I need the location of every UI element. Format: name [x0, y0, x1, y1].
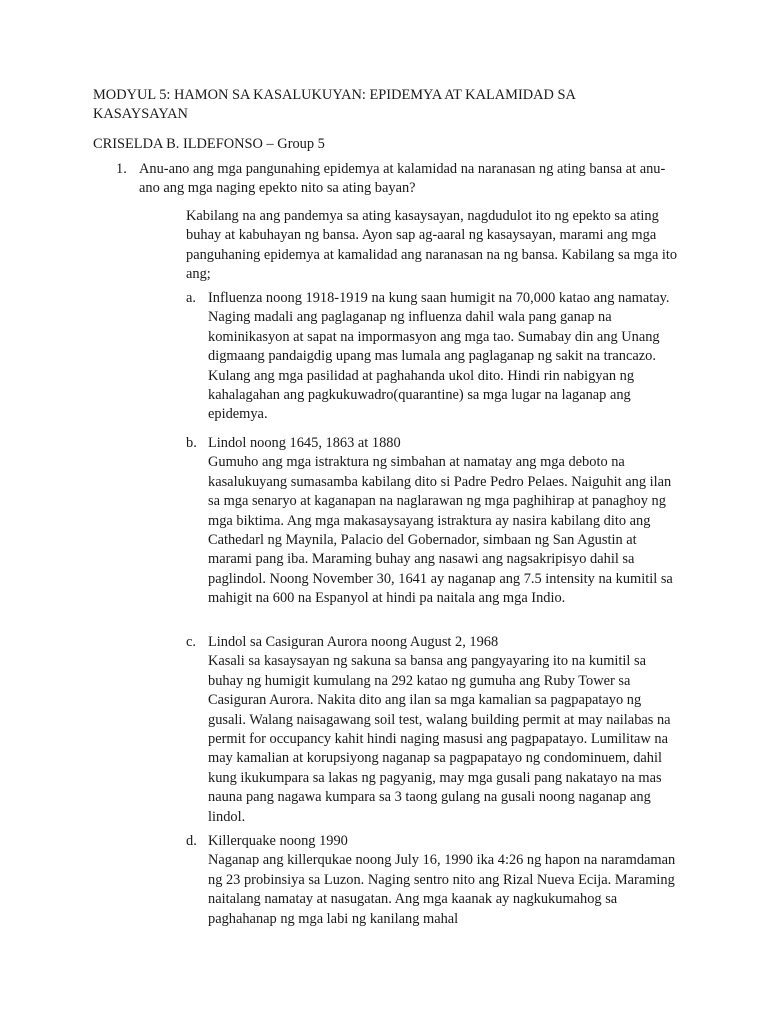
list-item-heading: Killerquake noong 1990	[208, 833, 348, 849]
list-item-letter: a.	[186, 290, 196, 306]
list-item-body	[208, 832, 680, 929]
list-item-heading: Lindol noong 1645, 1863 at 1880	[208, 435, 401, 451]
intro-paragraph: Kabilang na ang pandemya sa ating kasaysayan, nagdudulot ito ng epekto sa ating buhay at kabuhayan ng bansa. Ayon sap ag-aaral ng kasaysayan, marami ang mga panguhaning epidemya at kamalidad ang naranasan na ng bansa. Kabilang sa mga ito ang;	[186, 208, 678, 283]
list-item-letter: d.	[186, 833, 197, 849]
list-item-text: Kasali sa kasaysayan ng sakuna sa bansa ang pangyayaring ito na kumitil sa buhay ng humigit kumulang na 292 katao ng gumuha ang Ruby Tower sa Casiguran Aurora. Nakita dito ang ilan sa mga kamalian sa pagpapatayo ng gusali. Walang naisagawang soil test, walang building permit at may nailabas na permit for occupancy kahit hindi naging masusi ang pagpapatayo. Lumilitaw na may kamalian at korupsiyong naganap sa pagpapatayo ng condominuem, dahil kung ikukumpara sa lakas ng pagyanig, may mga gusali pang nakatayo na mas nauna pang nagawa kumpara sa 3 taong gulang na gusali noong naganap ang lindol.	[208, 653, 671, 825]
author-line: CRISELDA B. ILDEFONSO – Group 5	[93, 136, 325, 152]
list-item-body	[208, 633, 680, 827]
list-item-heading: Lindol sa Casiguran Aurora noong August 2, 1968	[208, 634, 499, 650]
question-text: Anu-ano ang mga pangunahing epidemya at kalamidad na naranasan ng ating bansa at anu-ano ang mga naging epekto nito sa ating bayan?	[139, 161, 666, 197]
question-number: 1.	[116, 161, 127, 177]
list-item-letter: c.	[186, 634, 196, 650]
document-title: MODYUL 5: HAMON SA KASALUKUYAN: EPIDEMYA AT KALAMIDAD SA KASAYSAYAN	[93, 87, 576, 123]
list-item-text: Gumuho ang mga istraktura ng simbahan at namatay ang mga deboto na kasalukuyang sumasamba kabilang dito si Padre Pedro Pelaes. Naiguhit ang ilan sa mga senaryo at kaganapan na naglarawan ng mga paghihirap at panaghoy ng mga biktima. Ang mga makasaysayang istraktura ay nasira kabilang dito ang Cathedarl ng Maynila, Palacio del Gobernador, simbaan ng San Agustin at marami pang iba. Maraming buhay ang nasawi ang nagsakripisyo dahil sa paglindol. Noong November 30, 1641 ay naganap ang 7.5 intensity na kumitil sa mahigit na 600 na Espanyol at hindi pa naitala ang mga Indio.	[208, 454, 673, 607]
list-item-body	[208, 434, 680, 609]
list-item-text: Naganap ang killerqukae noong July 16, 1990 ika 4:26 ng hapon na naramdaman ng 23 probinsiya sa Luzon. Naging sentro nito ang Rizal Nueva Ecija. Maraming naitalang namatay at nasugatan. Ang mga kaanak ay nagkukumahog sa paghahanap ng mga labi ng kanilang mahal	[208, 852, 676, 927]
list-item-letter: b.	[186, 435, 197, 451]
list-item-text: Influenza noong 1918-1919 na kung saan humigit na 70,000 katao ang namatay. Naging madali ang paglaganap ng influenza dahil wala pang ganap na kominikasyon at sapat na impormasyon ang mga tao. Sumabay din ang Unang digmaang pandaigdig upang mas lumala ang paglaganap ng sakit na trancazo. Kulang ang mga pasilidad at paghahanda ukol dito. Hindi rin nabigyan ng kahalagahan ang pagkukuwadro(quarantine) sa mga lugar na laganap ang epidemya.	[208, 290, 670, 423]
